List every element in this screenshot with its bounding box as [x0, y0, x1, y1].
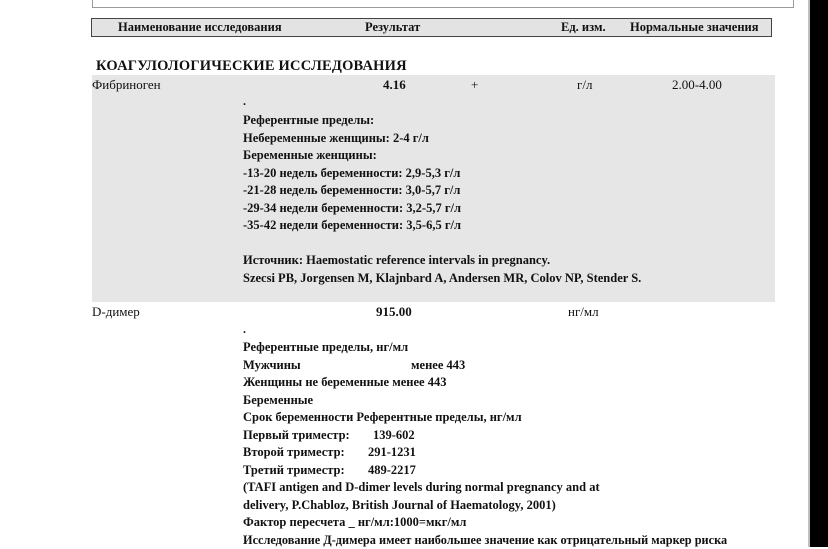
fibrinogen-note-line: -13-20 недель беременности: 2,9-5,3 г/л: [243, 165, 461, 183]
fibrinogen-note-line: Беременные женщины:: [243, 147, 461, 165]
previous-section-box: [92, 0, 794, 8]
fibrinogen-note-line: -35-42 недели беременности: 3,5-6,5 г/л: [243, 217, 461, 235]
ddimer-trimester-value: 139-602: [373, 428, 415, 442]
fibrinogen-unit: г/л: [577, 77, 592, 93]
fibrinogen-flag: +: [471, 77, 478, 93]
fibrinogen-source: [243, 252, 641, 287]
ddimer-trimester-value: 489-2217: [368, 463, 416, 477]
ddimer-dot: .: [243, 322, 246, 337]
ddimer-conversion: Фактор пересчета _ нг/мл:1000=мкг/мл: [243, 514, 727, 532]
fibrinogen-source-line: Szecsi PB, Jorgensen M, Klajnbard A, Andersen MR, Colov NP, Stender S.: [243, 270, 641, 288]
header-name: Наименование исследования: [118, 20, 282, 35]
ddimer-men-value: менее 443: [411, 358, 465, 372]
ddimer-trimester-label: Второй триместр:: [243, 444, 368, 462]
ddimer-last-line: Исследование Д-димера имеет наибольшее значение как отрицательный маркер риска: [243, 532, 727, 549]
fibrinogen-note-line: Референтные пределы:: [243, 112, 461, 130]
fibrinogen-value: 4.16: [383, 77, 406, 93]
ddimer-name: D-димер: [92, 304, 140, 320]
ddimer-men-label: Мужчины: [243, 357, 411, 375]
fibrinogen-name: Фибриноген: [92, 77, 161, 93]
ddimer-trimester-label: Третий триместр:: [243, 462, 368, 480]
ddimer-value: 915.00: [376, 304, 412, 320]
fibrinogen-source-line: Источник: Haemostatic reference intervals in pregnancy.: [243, 252, 641, 270]
section-title: КОАГУЛОЛОГИЧЕСКИЕ ИССЛЕДОВАНИЯ: [96, 58, 407, 75]
fibrinogen-notes: [243, 112, 461, 235]
ddimer-women-line: Женщины не беременные менее 443: [243, 374, 727, 392]
header-result: Результат: [365, 20, 420, 35]
header-unit: Ед. изм.: [561, 20, 606, 35]
fibrinogen-dot: .: [243, 94, 246, 109]
ddimer-trimester-line: [243, 427, 727, 445]
ddimer-trimester-line: [243, 444, 727, 462]
ddimer-trimester-label: Первый триместр:: [243, 427, 373, 445]
ddimer-notes-title: Референтные пределы, нг/мл: [243, 339, 727, 357]
ddimer-pregnant: Беременные: [243, 392, 727, 410]
ddimer-notes: [243, 339, 727, 549]
ddimer-trimester-line: [243, 462, 727, 480]
fibrinogen-note-line: Небеременные женщины: 2-4 г/л: [243, 130, 461, 148]
ddimer-citation-line: (TAFI antigen and D-dimer levels during normal pregnancy and at: [243, 479, 727, 497]
fibrinogen-note-line: -29-34 недели беременности: 3,2-5,7 г/л: [243, 200, 461, 218]
header-normal: Нормальные значения: [630, 20, 759, 35]
ddimer-men-line: [243, 357, 727, 375]
fibrinogen-range: 2.00-4.00: [672, 77, 722, 93]
ddimer-unit: нг/мл: [568, 304, 599, 320]
ddimer-citation-line: delivery, P.Chabloz, British Journal of Haematology, 2001): [243, 497, 727, 515]
fibrinogen-note-line: -21-28 недель беременности: 3,0-5,7 г/л: [243, 182, 461, 200]
table-header: [91, 18, 772, 37]
viewer-frame: [810, 0, 828, 547]
ddimer-term-header: Срок беременности Референтные пределы, нг/мл: [243, 409, 727, 427]
ddimer-trimester-value: 291-1231: [368, 445, 416, 459]
